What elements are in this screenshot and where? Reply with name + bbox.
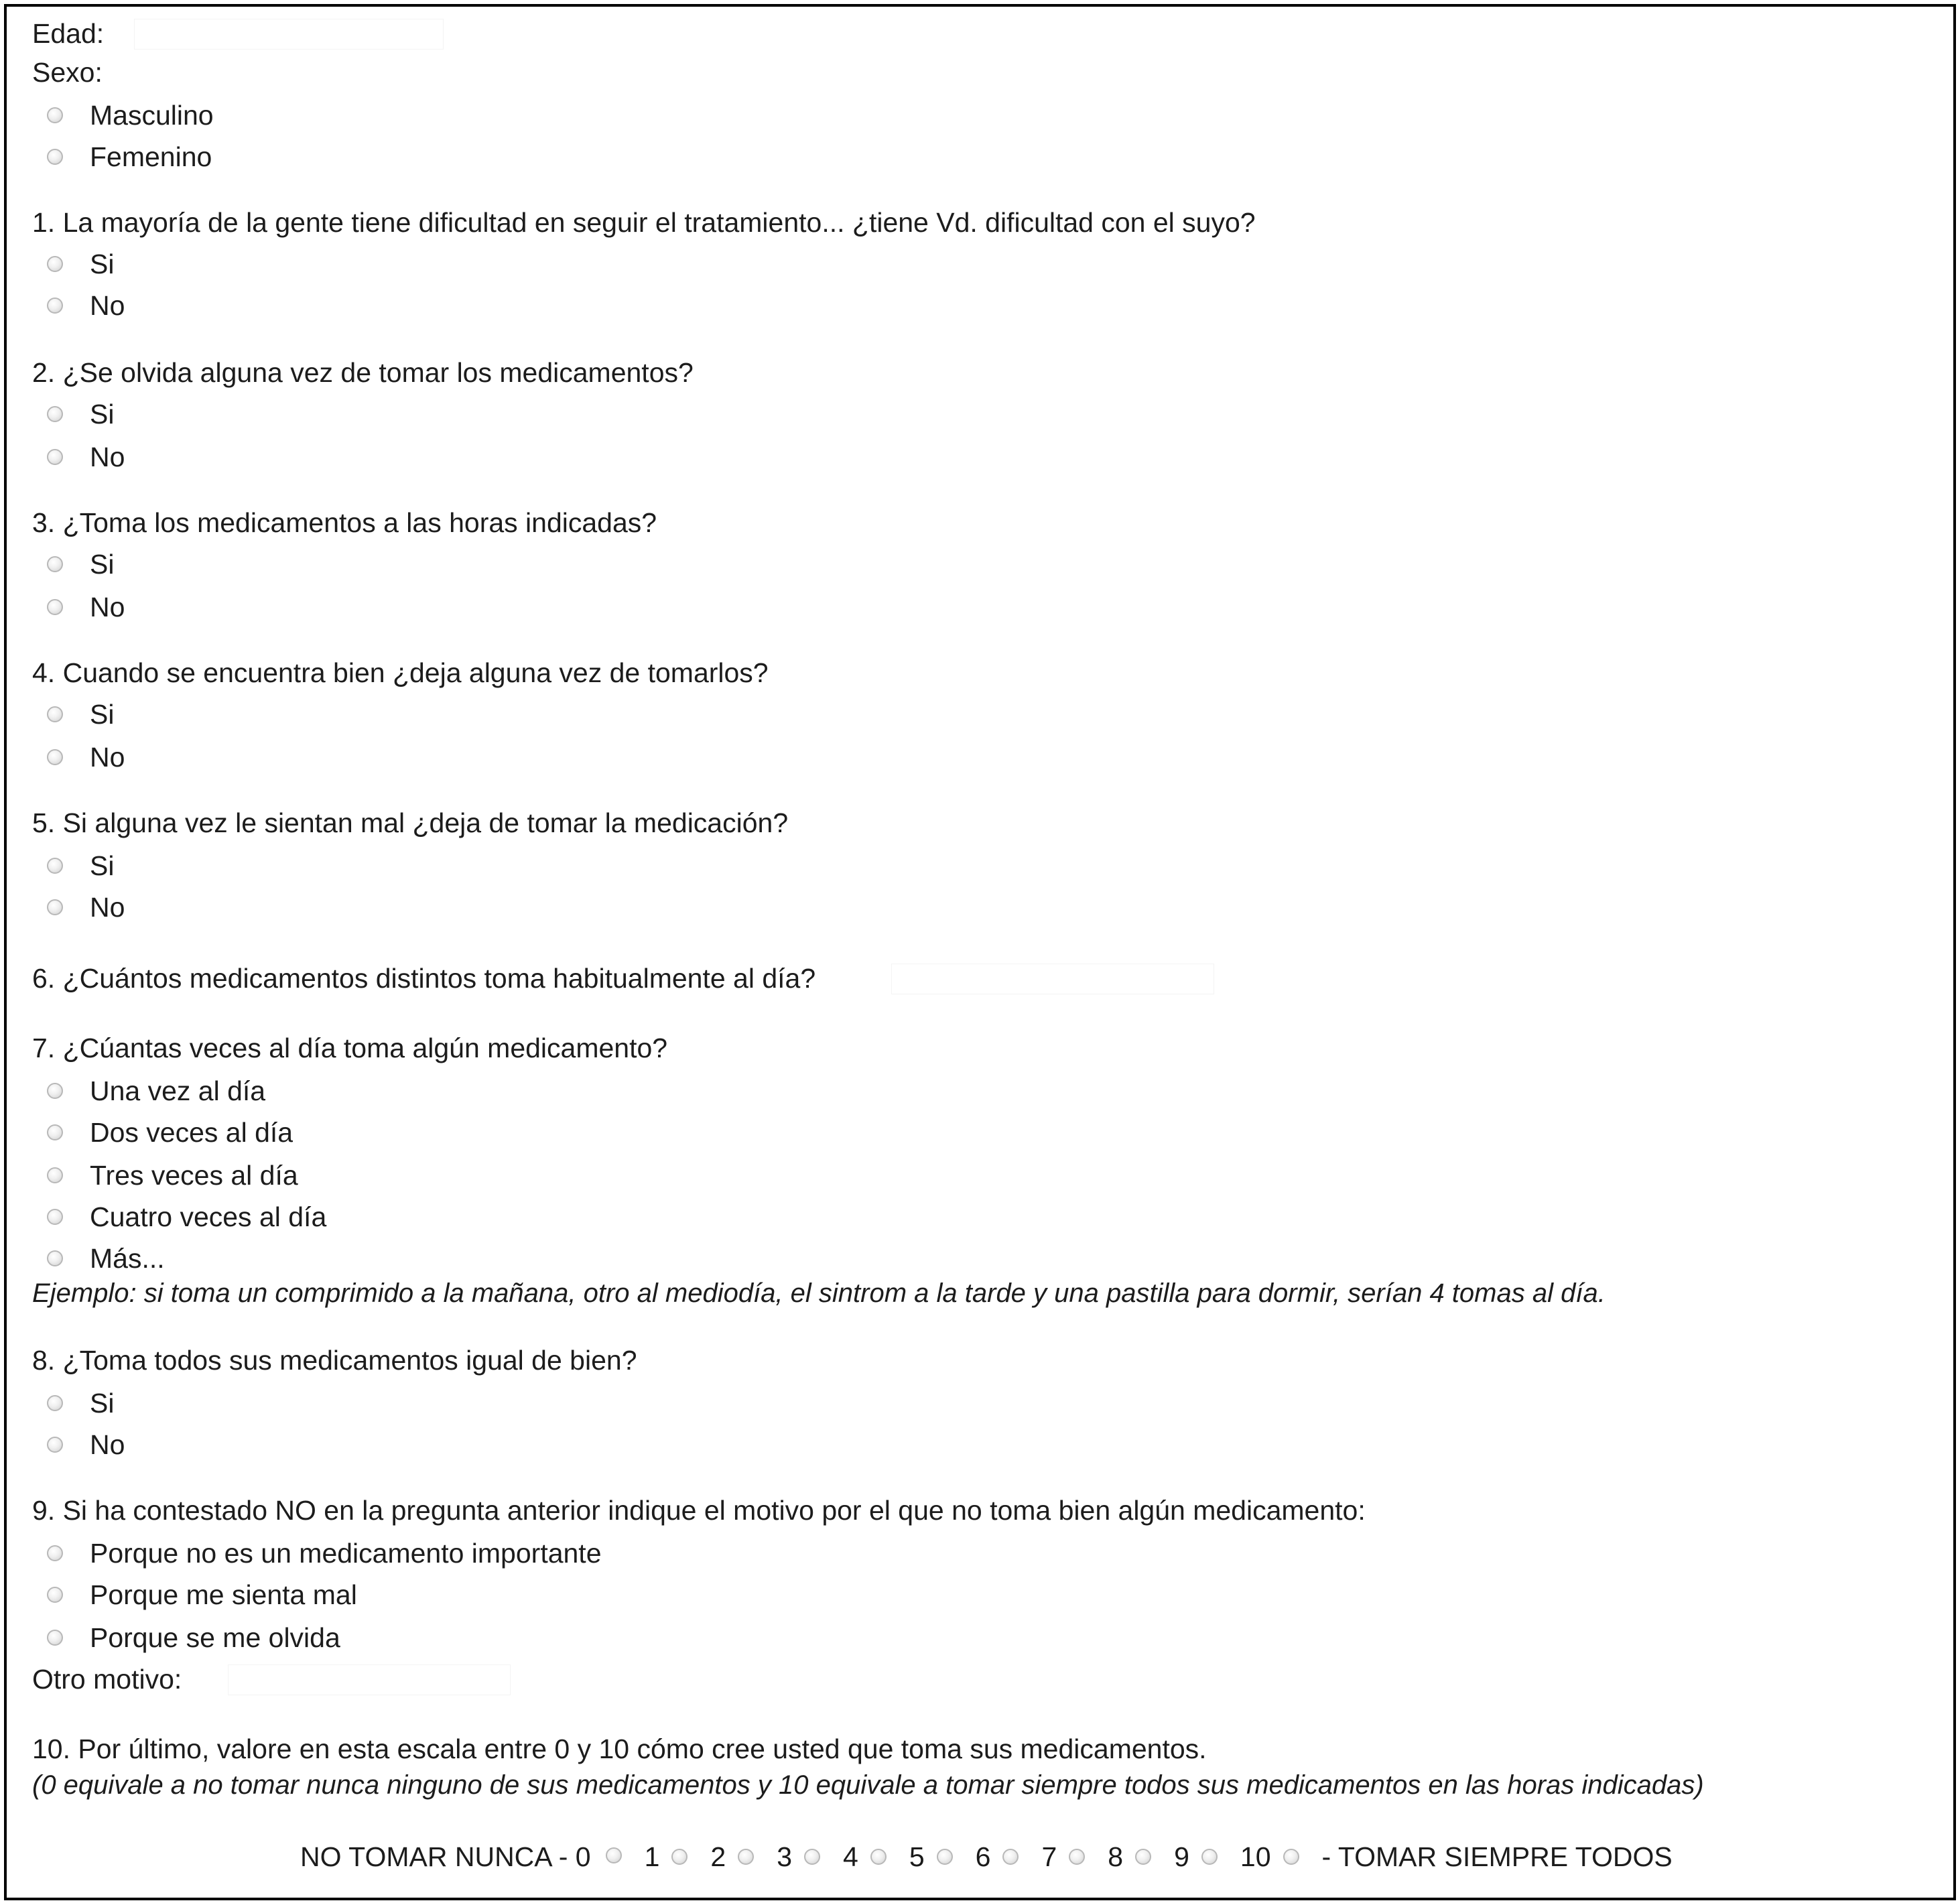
radio-button[interactable]: [47, 1209, 63, 1225]
scale-option-6[interactable]: 6: [976, 1841, 1019, 1873]
scale-option-2[interactable]: 2: [710, 1841, 754, 1873]
q9-option-2[interactable]: Porque me sienta mal: [47, 1577, 357, 1612]
q1-option-no[interactable]: No: [47, 288, 125, 323]
radio-button[interactable]: [47, 1124, 63, 1140]
question-10: 10. Por último, valore en esta escala entre 0 y 10 cómo cree usted que toma sus medicamentos.: [32, 1733, 1207, 1764]
q1-option-si[interactable]: Si: [47, 247, 114, 281]
q5-option-no[interactable]: No: [47, 890, 125, 925]
radio-button[interactable]: [1002, 1849, 1019, 1865]
medication-count-input[interactable]: [891, 964, 1214, 994]
scale-option-3[interactable]: 3: [777, 1841, 820, 1873]
radio-button[interactable]: [870, 1849, 887, 1865]
question-5: 5. Si alguna vez le sientan mal ¿deja de tomar la medicación?: [32, 807, 789, 838]
radio-button[interactable]: [47, 1167, 63, 1183]
survey-form: [4, 4, 1956, 1900]
scale-option-4[interactable]: 4: [843, 1841, 887, 1873]
radio-button[interactable]: [47, 107, 63, 123]
radio-button[interactable]: [47, 858, 63, 874]
radio-button[interactable]: [1283, 1849, 1299, 1865]
scale-option-0[interactable]: [591, 1847, 622, 1867]
question-2: 2. ¿Se olvida alguna vez de tomar los medicamentos?: [32, 357, 694, 388]
radio-button[interactable]: [47, 256, 63, 272]
radio-button[interactable]: [47, 1083, 63, 1099]
radio-button[interactable]: [47, 149, 63, 165]
q2-option-no[interactable]: No: [47, 440, 125, 474]
radio-button[interactable]: [47, 298, 63, 314]
q7-option-1[interactable]: Una vez al día: [47, 1073, 265, 1108]
q3-option-no[interactable]: No: [47, 590, 125, 625]
radio-button[interactable]: [47, 1545, 63, 1561]
sex-option-masculino[interactable]: Masculino: [47, 98, 214, 133]
scale-option-7[interactable]: 7: [1041, 1841, 1085, 1873]
radio-button[interactable]: [47, 1395, 63, 1411]
scale-option-10[interactable]: 10: [1240, 1841, 1299, 1873]
question-6: 6. ¿Cuántos medicamentos distintos toma habitualmente al día?: [32, 963, 816, 994]
radio-button[interactable]: [47, 1587, 63, 1603]
q7-option-2[interactable]: Dos veces al día: [47, 1115, 293, 1150]
q4-option-si[interactable]: Si: [47, 697, 114, 732]
question-4: 4. Cuando se encuentra bien ¿deja alguna vez de tomarlos?: [32, 657, 769, 688]
q9-option-1[interactable]: Porque no es un medicamento importante: [47, 1536, 602, 1571]
scale-min-label: NO TOMAR NUNCA - 0: [300, 1841, 591, 1872]
other-reason-label: Otro motivo:: [32, 1664, 182, 1695]
scale-option-8[interactable]: 8: [1108, 1841, 1151, 1873]
radio-button[interactable]: [47, 706, 63, 722]
q7-example: Ejemplo: si toma un comprimido a la mañana, otro al mediodía, el sintrom a la tarde y una pastilla para dormir, serían 4 tomas al día.: [32, 1278, 1606, 1308]
other-reason-input[interactable]: [228, 1664, 511, 1695]
q7-option-4[interactable]: Cuatro veces al día: [47, 1199, 326, 1234]
radio-button[interactable]: [1201, 1849, 1218, 1865]
q8-option-si[interactable]: Si: [47, 1386, 114, 1421]
q8-option-no[interactable]: No: [47, 1427, 125, 1462]
scale-option-5[interactable]: 5: [909, 1841, 953, 1873]
radio-button[interactable]: [47, 1250, 63, 1266]
scale-option-9[interactable]: 9: [1174, 1841, 1218, 1873]
question-1: 1. La mayoría de la gente tiene dificultad en seguir el tratamiento... ¿tiene Vd. dificultad con el suyo?: [32, 207, 1256, 238]
sex-option-femenino[interactable]: Femenino: [47, 139, 212, 174]
radio-button[interactable]: [47, 449, 63, 465]
radio-button[interactable]: [1135, 1849, 1151, 1865]
radio-button[interactable]: [47, 556, 63, 572]
radio-button[interactable]: [671, 1849, 688, 1865]
radio-button[interactable]: [937, 1849, 953, 1865]
scale-option-1[interactable]: 1: [645, 1841, 688, 1873]
radio-button[interactable]: [47, 899, 63, 915]
radio-button[interactable]: [47, 1437, 63, 1453]
radio-button[interactable]: [606, 1847, 622, 1863]
question-7: 7. ¿Cúantas veces al día toma algún medicamento?: [32, 1033, 668, 1063]
q2-option-si[interactable]: Si: [47, 397, 114, 432]
sex-label: Sexo:: [32, 57, 103, 88]
question-9: 9. Si ha contestado NO en la pregunta anterior indique el motivo por el que no toma bien algún medicamento:: [32, 1495, 1366, 1526]
q10-note: (0 equivale a no tomar nunca ninguno de sus medicamentos y 10 equivale a tomar siempre todos sus medicamentos en las horas indicadas): [32, 1770, 1704, 1800]
radio-button[interactable]: [47, 406, 63, 422]
age-label: Edad:: [32, 18, 105, 49]
question-3: 3. ¿Toma los medicamentos a las horas indicadas?: [32, 507, 657, 538]
question-8: 8. ¿Toma todos sus medicamentos igual de bien?: [32, 1345, 637, 1376]
radio-button[interactable]: [738, 1849, 754, 1865]
q7-option-more[interactable]: Más...: [47, 1241, 165, 1276]
q3-option-si[interactable]: Si: [47, 547, 114, 582]
age-input[interactable]: [134, 19, 444, 50]
radio-button[interactable]: [47, 599, 63, 615]
q9-option-3[interactable]: Porque se me olvida: [47, 1620, 340, 1655]
q4-option-no[interactable]: No: [47, 740, 125, 775]
q5-option-si[interactable]: Si: [47, 848, 114, 883]
rating-scale: [300, 1838, 1673, 1876]
radio-button[interactable]: [804, 1849, 820, 1865]
radio-button[interactable]: [1069, 1849, 1085, 1865]
q7-option-3[interactable]: Tres veces al día: [47, 1158, 298, 1193]
radio-button[interactable]: [47, 1630, 63, 1646]
scale-max-label: - TOMAR SIEMPRE TODOS: [1321, 1841, 1673, 1872]
radio-button[interactable]: [47, 749, 63, 765]
